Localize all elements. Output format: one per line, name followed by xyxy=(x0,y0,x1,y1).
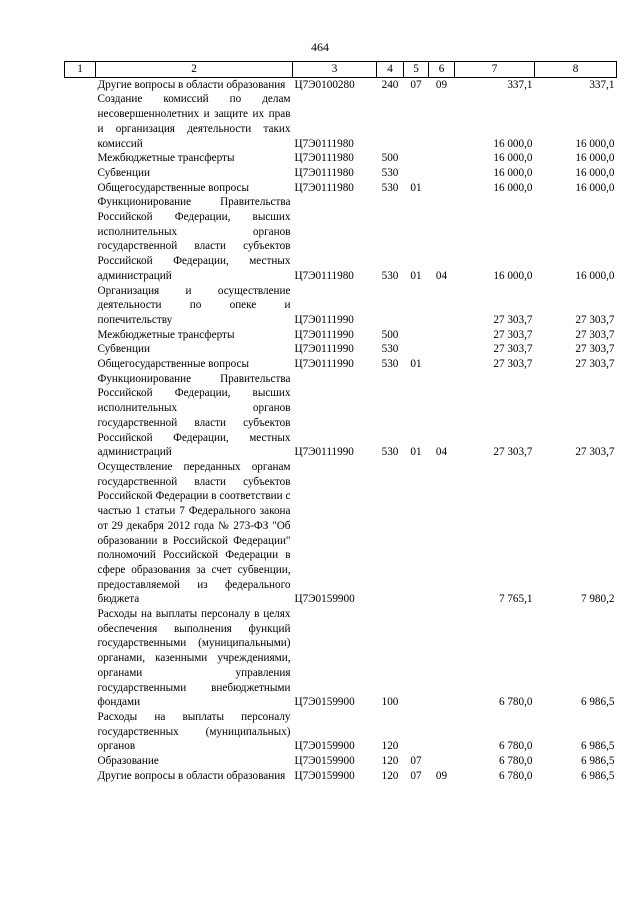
section xyxy=(404,284,429,328)
expense-type: 530 xyxy=(381,343,399,356)
table-row xyxy=(65,357,617,372)
section: 07 xyxy=(410,769,422,782)
amount-year-1: 27 303,7 xyxy=(493,446,533,459)
section xyxy=(404,92,429,151)
page-number: 464 xyxy=(311,40,329,54)
expense-type: 100 xyxy=(381,696,399,709)
section xyxy=(404,151,429,166)
amount-year-2: 16 000,0 xyxy=(575,137,615,150)
expense-type xyxy=(377,460,404,607)
column-header: 2 xyxy=(96,62,293,78)
row-name: Расходы на выплаты персоналу государственных (муниципальных) органов xyxy=(97,710,291,753)
section xyxy=(404,342,429,357)
column-header: 1 xyxy=(65,62,96,78)
target-article-code: Ц7Э0111990 xyxy=(294,446,354,459)
amount-year-2: 16 000,0 xyxy=(575,166,615,179)
subsection xyxy=(429,284,455,328)
amount-year-1: 27 303,7 xyxy=(493,328,533,341)
row-number xyxy=(65,166,96,181)
amount-year-1: 6 780,0 xyxy=(498,769,533,782)
amount-year-2: 16 000,0 xyxy=(575,181,615,194)
amount-year-1: 6 780,0 xyxy=(498,696,533,709)
table-row xyxy=(65,342,617,357)
subsection xyxy=(429,460,455,607)
row-number xyxy=(65,357,96,372)
amount-year-2: 6 986,5 xyxy=(580,696,615,709)
section xyxy=(404,166,429,181)
table-row xyxy=(65,710,617,754)
subsection xyxy=(429,181,455,196)
row-name: Организация и осуществление деятельности по опеке и попечительству xyxy=(97,284,291,326)
row-number xyxy=(65,372,96,460)
subsection xyxy=(429,92,455,151)
table-row xyxy=(65,92,617,151)
expense-type: 530 xyxy=(381,358,399,371)
amount-year-1: 16 000,0 xyxy=(493,181,533,194)
target-article-code: Ц7Э0159900 xyxy=(294,755,355,768)
target-article-code: Ц7Э0111980 xyxy=(294,152,354,165)
column-header: 7 xyxy=(455,62,535,78)
section xyxy=(404,460,429,607)
amount-year-1: 27 303,7 xyxy=(493,313,533,326)
amount-year-1: 6 780,0 xyxy=(498,755,533,768)
table-header-row xyxy=(65,62,617,78)
column-header: 8 xyxy=(535,62,617,78)
expense-type: 530 xyxy=(381,166,399,179)
amount-year-2: 27 303,7 xyxy=(575,358,615,371)
row-name: Межбюджетные трансферты xyxy=(97,328,235,341)
row-name: Субвенции xyxy=(97,343,150,356)
row-name: Образование xyxy=(97,755,159,768)
row-number xyxy=(65,710,96,754)
row-name: Расходы на выплаты персоналу в целях обеспечения выполнения функций государственными (муниципальными) органами, казенными учреждениями, органами управления государственными внебюджетными фондами xyxy=(97,608,291,709)
subsection xyxy=(429,166,455,181)
row-number xyxy=(65,342,96,357)
table-row xyxy=(65,284,617,328)
target-article-code: Ц7Э0159900 xyxy=(294,593,355,606)
target-article-code: Ц7Э0159900 xyxy=(294,740,355,753)
amount-year-2: 27 303,7 xyxy=(575,343,615,356)
amount-year-2: 337,1 xyxy=(589,78,615,91)
row-number xyxy=(65,151,96,166)
row-number xyxy=(65,607,96,710)
amount-year-1: 16 000,0 xyxy=(493,152,533,165)
amount-year-1: 27 303,7 xyxy=(493,358,533,371)
column-header: 4 xyxy=(377,62,404,78)
target-article-code: Ц7Э0111990 xyxy=(294,328,354,341)
expense-type: 500 xyxy=(381,152,399,165)
section xyxy=(404,328,429,343)
amount-year-2: 7 980,2 xyxy=(580,593,615,606)
expense-type xyxy=(377,92,404,151)
table-row xyxy=(65,460,617,607)
expense-type: 120 xyxy=(381,769,399,782)
target-article-code: Ц7Э0111980 xyxy=(294,269,354,282)
target-article-code: Ц7Э0111980 xyxy=(294,166,354,179)
row-name: Функционирование Правительства Российской Федерации, высших исполнительных органов государственной власти субъектов Российской Федерации, местных администраций xyxy=(97,372,291,459)
subsection xyxy=(429,607,455,710)
subsection: 09 xyxy=(435,769,448,782)
row-name: Осуществление переданных органам государственной власти субъектов Российской Федерации в соответствии с частью 1 статьи 7 Федерального закона от 29 декабря 2012 года № 273-ФЗ "Об образовании в Российской Федерации" полномочий Российской Федерации в сфере образования за счет субвенции, предоставляемой из федерального бюджета xyxy=(97,460,291,606)
row-number xyxy=(65,769,96,784)
subsection: 04 xyxy=(435,446,448,459)
target-article-code: Ц7Э0111980 xyxy=(294,181,354,194)
amount-year-2: 6 986,5 xyxy=(580,769,615,782)
amount-year-1: 16 000,0 xyxy=(493,269,533,282)
column-header: 5 xyxy=(404,62,429,78)
section: 07 xyxy=(410,78,422,91)
row-number xyxy=(65,460,96,607)
expense-type: 120 xyxy=(381,755,399,768)
expense-type: 530 xyxy=(381,181,399,194)
column-header: 6 xyxy=(429,62,455,78)
table-row xyxy=(65,769,617,784)
section: 07 xyxy=(410,755,422,768)
table-row xyxy=(65,77,617,92)
row-number xyxy=(65,92,96,151)
target-article-code: Ц7Э0111980 xyxy=(294,137,354,150)
row-number xyxy=(65,195,96,283)
amount-year-2: 16 000,0 xyxy=(575,269,615,282)
table-row xyxy=(65,754,617,769)
target-article-code: Ц7Э0111990 xyxy=(294,358,354,371)
section: 01 xyxy=(410,446,422,459)
row-number xyxy=(65,284,96,328)
section xyxy=(404,710,429,754)
expense-type: 530 xyxy=(381,446,399,459)
row-name: Другие вопросы в области образования xyxy=(97,769,286,782)
amount-year-2: 6 986,5 xyxy=(580,740,615,753)
expense-type: 500 xyxy=(381,328,399,341)
target-article-code: Ц7Э0100280 xyxy=(294,78,355,91)
row-name: Создание комиссий по делам несовершеннолетних и защите их прав и организация деятельности таких комиссий xyxy=(97,93,291,150)
amount-year-2: 27 303,7 xyxy=(575,313,615,326)
row-name: Общегосударственные вопросы xyxy=(97,358,250,371)
budget-table xyxy=(64,61,617,783)
row-number xyxy=(65,77,96,92)
amount-year-2: 6 986,5 xyxy=(580,755,615,768)
subsection xyxy=(429,754,455,769)
amount-year-2: 27 303,7 xyxy=(575,446,615,459)
expense-type: 240 xyxy=(381,78,399,91)
column-header: 3 xyxy=(293,62,377,78)
expense-type: 530 xyxy=(381,269,399,282)
row-name: Функционирование Правительства Российской Федерации, высших исполнительных органов государственной власти субъектов Российской Федерации, местных администраций xyxy=(97,196,291,282)
subsection xyxy=(429,342,455,357)
section: 01 xyxy=(410,358,422,371)
subsection xyxy=(429,151,455,166)
row-name: Общегосударственные вопросы xyxy=(97,181,250,194)
table-row xyxy=(65,151,617,166)
target-article-code: Ц7Э0159900 xyxy=(294,769,355,782)
table-row xyxy=(65,607,617,710)
subsection: 09 xyxy=(435,78,448,91)
table-row xyxy=(65,195,617,283)
amount-year-1: 16 000,0 xyxy=(493,166,533,179)
row-number xyxy=(65,754,96,769)
section: 01 xyxy=(410,181,422,194)
target-article-code: Ц7Э0111990 xyxy=(294,313,354,326)
amount-year-1: 27 303,7 xyxy=(493,343,533,356)
subsection xyxy=(429,357,455,372)
row-number xyxy=(65,328,96,343)
amount-year-1: 6 780,0 xyxy=(498,740,533,753)
target-article-code: Ц7Э0159900 xyxy=(294,696,355,709)
subsection xyxy=(429,710,455,754)
subsection: 04 xyxy=(435,269,448,282)
table-row xyxy=(65,372,617,460)
table-row xyxy=(65,181,617,196)
amount-year-1: 337,1 xyxy=(507,78,533,91)
row-name: Субвенции xyxy=(97,166,150,179)
section xyxy=(404,607,429,710)
amount-year-1: 7 765,1 xyxy=(498,593,533,606)
row-name: Межбюджетные трансферты xyxy=(97,152,235,165)
expense-type: 120 xyxy=(381,740,399,753)
section: 01 xyxy=(410,269,422,282)
row-number xyxy=(65,181,96,196)
amount-year-2: 16 000,0 xyxy=(575,152,615,165)
subsection xyxy=(429,328,455,343)
row-name: Другие вопросы в области образования xyxy=(97,78,286,91)
amount-year-2: 27 303,7 xyxy=(575,328,615,341)
table-row xyxy=(65,328,617,343)
expense-type xyxy=(377,284,404,328)
amount-year-1: 16 000,0 xyxy=(493,137,533,150)
target-article-code: Ц7Э0111990 xyxy=(294,343,354,356)
table-row xyxy=(65,166,617,181)
